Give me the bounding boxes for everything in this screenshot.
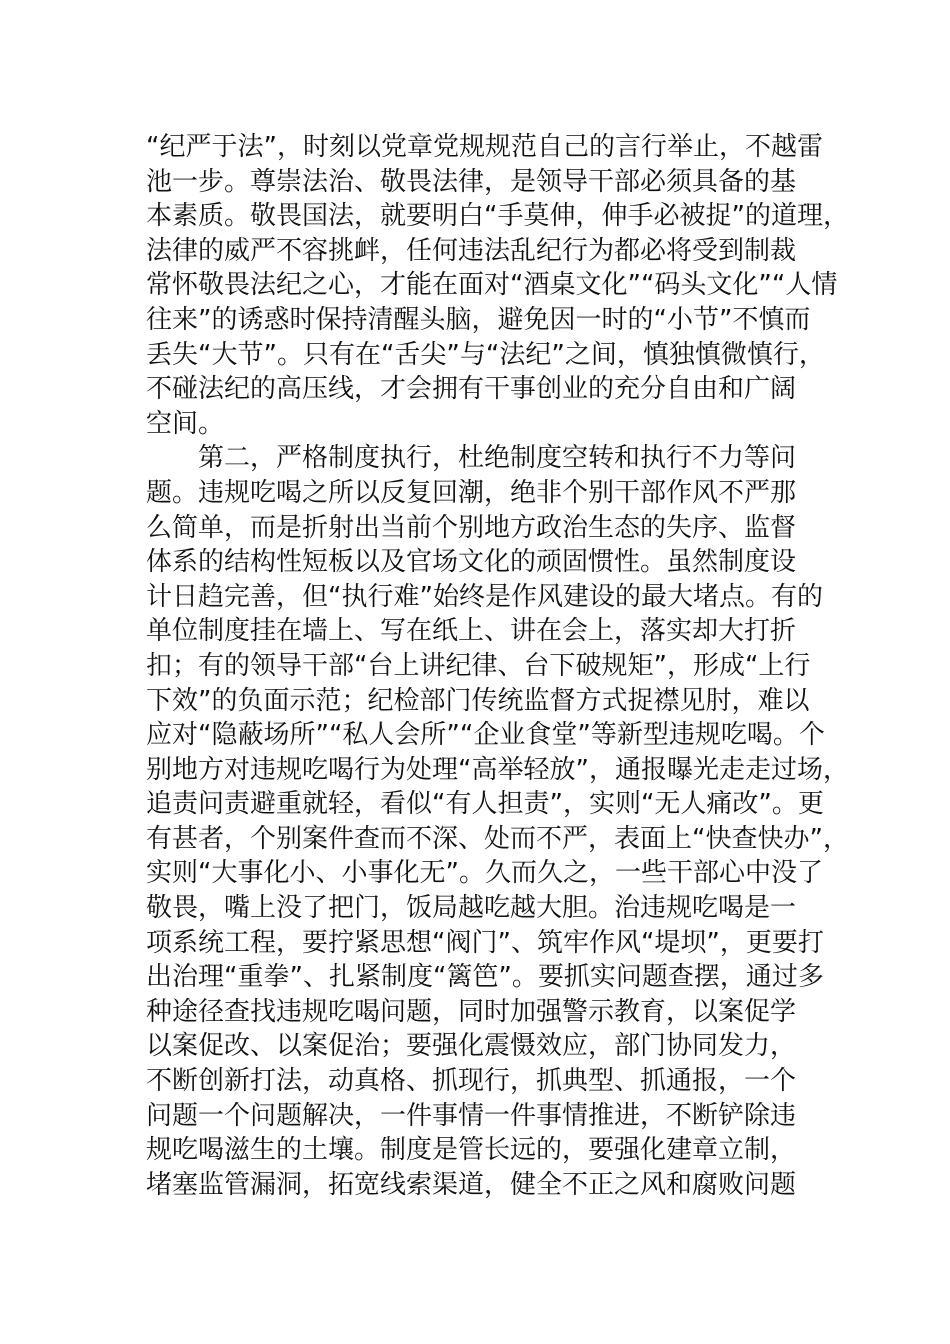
text-line: 么简单，而是折射出当前个别地方政治生态的失序、监督: [146, 512, 797, 543]
text-line: 敬畏，嘴上没了把门，饭局越吃越大胆。治违规吃喝是一: [146, 893, 797, 924]
text-line: 题。违规吃喝之所以反复回潮，绝非个别干部作风不严那: [146, 477, 797, 508]
text-line: 池一步。尊崇法治、敬畏法律，是领导干部必须具备的基: [146, 166, 797, 197]
text-line: 问题一个问题解决，一件事情一件事情推进，不断铲除违: [146, 1100, 797, 1131]
text-line: 以案促改、以案促治；要强化震慑效应，部门协同发力，: [146, 1031, 797, 1062]
text-line: 有甚者，个别案件查而不深、处而不严，表面上“快查快办”，: [146, 823, 849, 854]
text-line: 计日趋完善，但“执行难”始终是作风建设的最大堵点。有的: [146, 581, 823, 612]
text-line: 规吃喝滋生的土壤。制度是管长远的，要强化建章立制，: [146, 1135, 797, 1166]
text-line: 种途径查找违规吃喝问题，同时加强警示教育，以案促学: [146, 996, 797, 1027]
text-line: 丢失“大节”。只有在“舌尖”与“法纪”之间，慎独慎微慎行，: [146, 339, 825, 370]
text-line: 往来”的诱惑时保持清醒头脑，避免因一时的“小节”不慎而: [146, 304, 811, 335]
text-line: 实则“大事化小、小事化无”。久而久之，一些干部心中没了: [146, 858, 823, 889]
text-line: 应对“隐蔽场所”“私人会所”“企业食堂”等新型违规吃喝。个: [146, 720, 825, 751]
text-line: 追责问责避重就轻，看似“有人担责”，实则“无人痛改”。更: [146, 789, 824, 820]
text-line: 堵塞监管漏洞，拓宽线索渠道，健全不正之风和腐败问题: [146, 1169, 797, 1200]
text-line: 别地方对违规吃喝行为处理“高举轻放”，通报曝光走走过场，: [146, 754, 849, 785]
text-line: 扣；有的领导干部“台上讲纪律、台下破规矩”，形成“上行: [146, 650, 811, 681]
text-line: 空间。: [146, 408, 225, 439]
text-line: 单位制度挂在墙上、写在纸上、讲在会上，落实却大打折: [146, 616, 797, 647]
text-line: 项系统工程，要拧紧思想“阀门”、筑牢作风“堤坝”，更要打: [146, 927, 824, 958]
text-line: “纪严于法”，时刻以党章党规规范自己的言行举止，不越雷: [146, 132, 823, 162]
text-line: 法律的威严不容挑衅，任何违法乱纪行为都必将受到制裁: [146, 235, 797, 266]
text-line: 不碰法纪的高压线，才会拥有干事创业的充分自由和广阔: [146, 374, 797, 405]
text-line: 下效”的负面示范；纪检部门传统监督方式捉襟见肘，难以: [146, 685, 810, 716]
text-line: 体系的结构性短板以及官场文化的顽固惯性。虽然制度设: [146, 547, 797, 578]
text-line: 出治理“重拳”、扎紧制度“篱笆”。要抓实问题查摆，通过多: [146, 962, 824, 993]
body-text: [146, 130, 849, 1202]
text-line: 不断创新打法，动真格、抓现行，抓典型、抓通报，一个: [146, 1066, 797, 1097]
text-line: 常怀敬畏法纪之心，才能在面对“酒桌文化”“码头文化”“人情: [146, 270, 838, 301]
text-line: 第二，严格制度执行，杜绝制度空转和执行不力等问: [146, 443, 797, 474]
text-line: 本素质。敬畏国法，就要明白“手莫伸，伸手必被捉”的道理，: [146, 201, 849, 232]
